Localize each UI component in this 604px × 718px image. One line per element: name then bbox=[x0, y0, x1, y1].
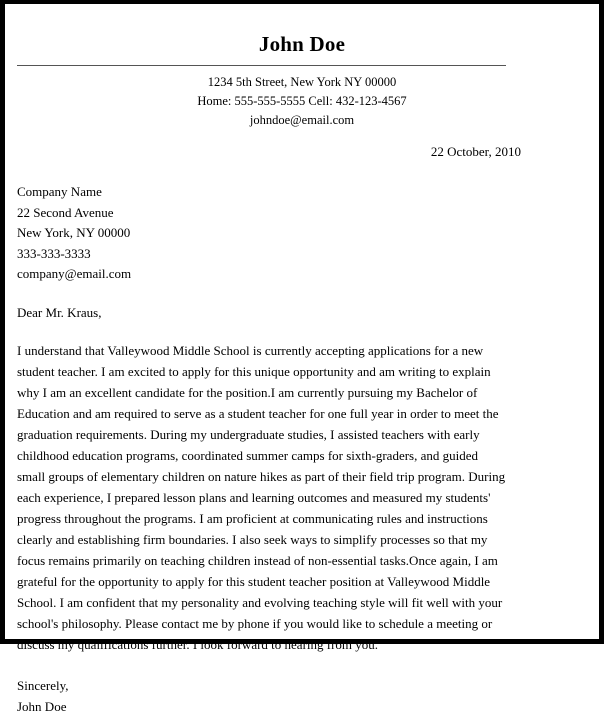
recipient-email: company@email.com bbox=[17, 266, 132, 282]
letter-body bbox=[16, 321, 506, 656]
recipient-phone: 333-333-3333 bbox=[17, 245, 91, 261]
recipient-address-block bbox=[16, 160, 588, 285]
letter-date: 22 October, 2010 bbox=[430, 144, 521, 160]
signature-name: John Doe bbox=[17, 698, 67, 714]
sender-contact-block bbox=[16, 66, 588, 130]
salutation: Dear Mr. Kraus, bbox=[17, 304, 102, 320]
letterhead bbox=[16, 4, 588, 130]
sender-address-line: 1234 5th Street, New York NY 00000 bbox=[207, 75, 397, 90]
recipient-street: 22 Second Avenue bbox=[17, 204, 114, 220]
sender-email-line: johndoe@email.com bbox=[249, 113, 355, 128]
body-paragraph: I understand that Valleywood Middle School is currently accepting applications for a new student teacher. I am excited to apply for this unique opportunity and am writing to explain why I am an excellent candidate for the position.I am currently pursuing my Bachelor of Education and am required to serve as a student teacher for one full year in order to meet the graduation requirements. During my undergraduate studies, I assisted teachers with early childhood education programs, coordinated summer camps for sixth-graders, and guided small groups of elementary children on nature hikes as part of their field trip program. During each experience, I prepared lesson plans and learning outcomes and measured my students' progress throughout the programs. I am proficient at communicating rules and instructions clearly and establishing firm boundaries. I also seek ways to simplify processes so that my focus remains primarily on teaching children instead of non-essential tasks.Once again, I am grateful for the opportunity to apply for this student teacher position at Valleywood Middle School. I am confident that my personality and evolving teaching style will fit well with your school's philosophy. Please contact me by phone if you would like to schedule a meeting or discuss my qualifications further. I look forward to hearing from you. bbox=[17, 342, 506, 653]
recipient-company-name: Company Name bbox=[17, 184, 102, 200]
sender-name: John Doe bbox=[258, 32, 346, 56]
valediction: Sincerely, bbox=[17, 678, 69, 694]
sender-phone-line: Home: 555-555-5555 Cell: 432-123-4567 bbox=[197, 94, 407, 109]
recipient-city-state-zip: New York, NY 00000 bbox=[17, 225, 131, 241]
closing-block bbox=[16, 655, 588, 717]
letter-content-area bbox=[5, 4, 599, 714]
